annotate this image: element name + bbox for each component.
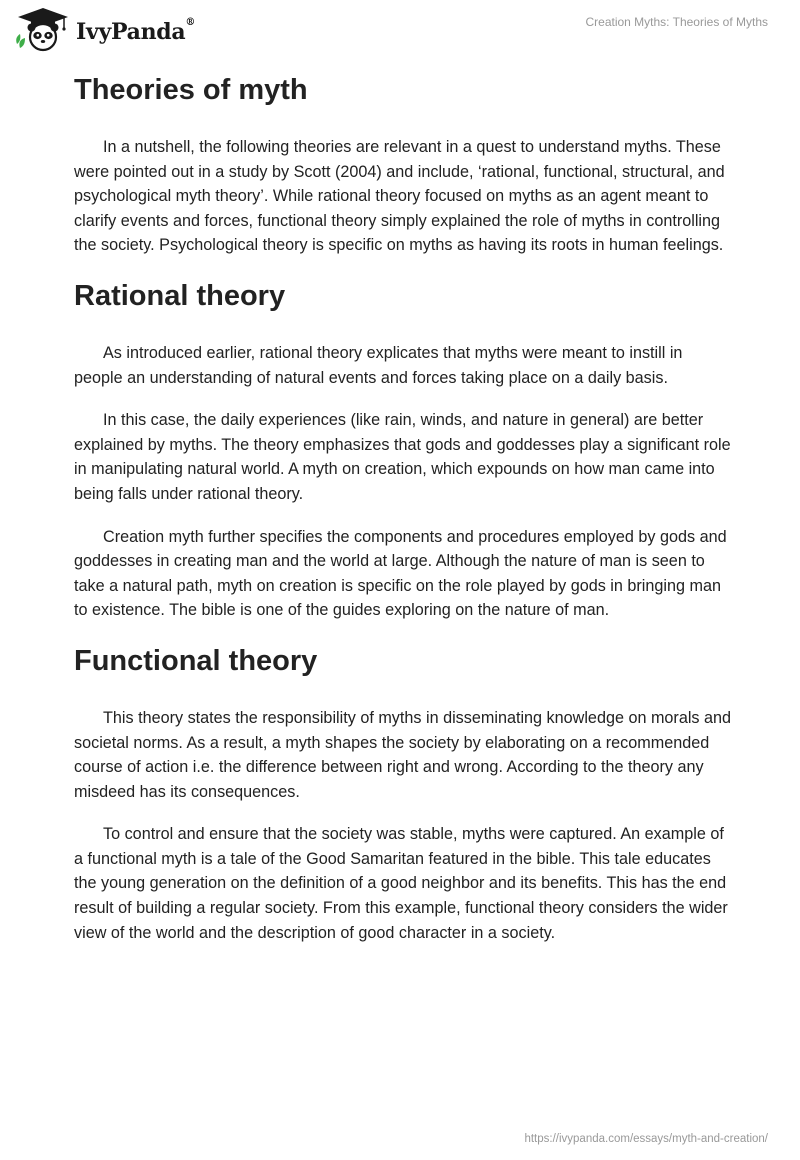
brand-name: [76, 19, 195, 45]
paragraph: In this case, the daily experiences (like rain, winds, and nature in general) are better explained by myths. The theory emphasizes that gods and goddesses play a significant role in manipulating natural world. A myth on creation, which expounds on how man came into being falls under rational theory.: [74, 411, 731, 503]
paragraph: Creation myth further specifies the components and procedures employed by gods and goddesses in creating man and the world at large. Although the nature of man is seen to take a natural path, myth on creation is specific on the role played by gods in bringing man to existence. The bible is one of the guides exploring on the nature of man.: [74, 527, 727, 620]
paragraph: In a nutshell, the following theories are relevant in a quest to understand myths. These were pointed out in a study by Scott (2004) and include, ‘rational, functional, structural, and psychological myth theory’. While rational theory focused on myths as an agent meant to clarify events and forces, functional theory simply explained the role of myths in controlling the society. Psychological theory is specific on myths as having its roots in human feelings.: [74, 138, 725, 255]
ivypanda-logo[interactable]: [14, 6, 195, 52]
essay-content: [74, 70, 734, 945]
registered-mark: ®: [185, 17, 196, 28]
brand-text: IvyPanda: [76, 19, 186, 45]
paragraph: As introduced earlier, rational theory explicates that myths were meant to instill in people an understanding of natural events and forces taking place on a daily basis.: [74, 343, 683, 387]
section-heading-rational-theory: Rational theory: [74, 279, 286, 312]
section-heading-theories-of-myth: Theories of myth: [74, 74, 308, 106]
paragraph: To control and ensure that the society was stable, myths were captured. An example of a functional myth is a tale of the Good Samaritan featured in the bible. This tale educates the young generation on the definition of a good neighbor and its benefits. This has the end result of building a regular society. From this example, functional theory considers the wider view of the world and the description of good character in a society.: [74, 825, 728, 942]
panda-graduation-cap-icon: [14, 6, 72, 52]
section-heading-functional-theory: Functional theory: [74, 644, 318, 677]
page-header: [0, 0, 800, 64]
source-url[interactable]: https://ivypanda.com/essays/myth-and-creation/: [524, 1133, 768, 1145]
paragraph: This theory states the responsibility of myths in disseminating knowledge on morals and societal norms. As a result, a myth shapes the society by elaborating on a recommended course of action i.e. the difference between right and wrong. According to the theory any misdeed has its consequences.: [74, 708, 732, 801]
document-title: Creation Myths: Theories of Myths: [585, 15, 768, 29]
